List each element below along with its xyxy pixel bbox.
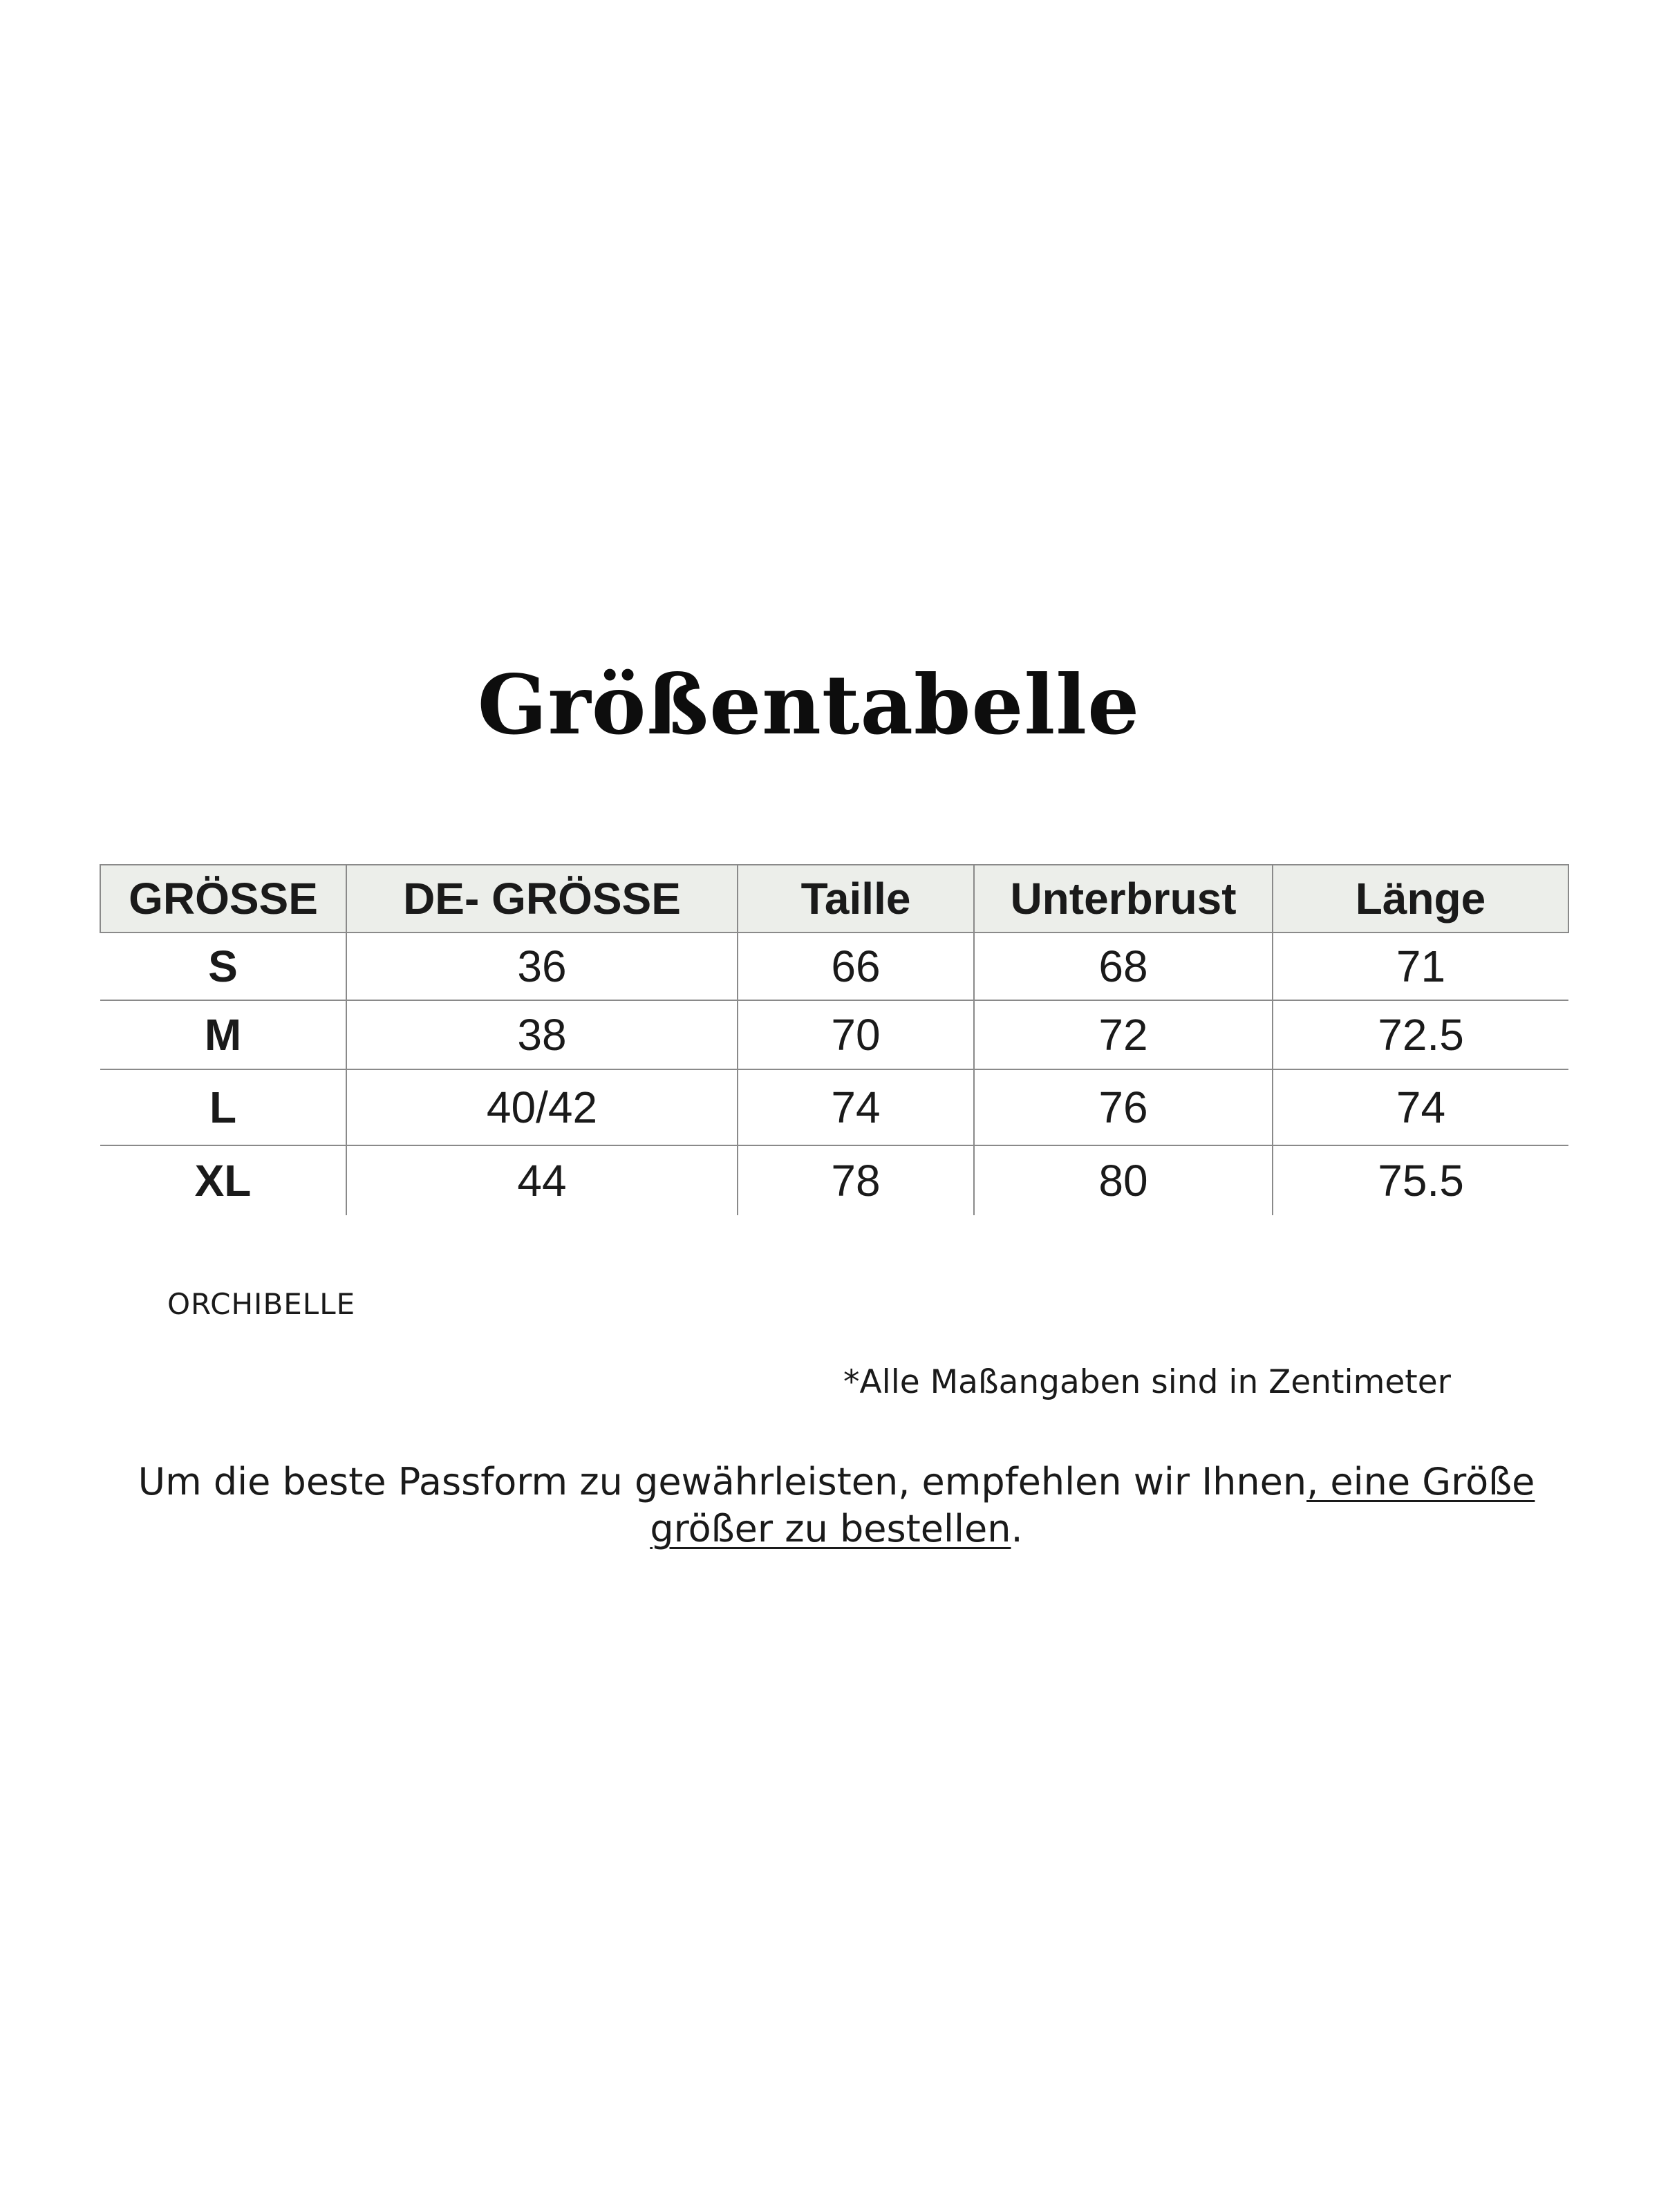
fit-advice-emphasis: , eine Größe größer zu bestellen <box>650 1460 1535 1550</box>
table-row <box>100 1069 1568 1145</box>
cell-taille: 70 <box>738 1000 974 1069</box>
fit-advice-text: Um die beste Passform zu gewährleisten, empfehlen wir Ihnen <box>138 1460 1307 1503</box>
cell-size: L <box>100 1069 346 1145</box>
cell-size: M <box>100 1000 346 1069</box>
cell-de-size: 40/42 <box>346 1069 738 1145</box>
fit-advice-end: . <box>1011 1507 1023 1550</box>
cell-laenge: 75.5 <box>1273 1145 1568 1215</box>
header-de-groesse: DE- GRÖSSE <box>346 865 738 932</box>
cell-taille: 66 <box>738 932 974 1000</box>
table-row <box>100 1145 1568 1215</box>
size-table <box>100 864 1569 1215</box>
cell-unterbrust: 80 <box>974 1145 1273 1215</box>
measurement-footnote: *Alle Maßangaben sind in Zentimeter <box>843 1363 1451 1401</box>
table-row <box>100 932 1568 1000</box>
cell-unterbrust: 72 <box>974 1000 1273 1069</box>
header-groesse: GRÖSSE <box>100 865 346 932</box>
cell-taille: 74 <box>738 1069 974 1145</box>
brand-name: ORCHIBELLE <box>167 1287 356 1321</box>
cell-de-size: 44 <box>346 1145 738 1215</box>
header-taille: Taille <box>738 865 974 932</box>
page-title: Größentabelle <box>477 657 1141 753</box>
cell-taille: 78 <box>738 1145 974 1215</box>
table-header-row <box>100 865 1568 932</box>
cell-de-size: 36 <box>346 932 738 1000</box>
fit-advice <box>111 1459 1562 1553</box>
cell-unterbrust: 76 <box>974 1069 1273 1145</box>
cell-laenge: 74 <box>1273 1069 1568 1145</box>
cell-size: S <box>100 932 346 1000</box>
header-unterbrust: Unterbrust <box>974 865 1273 932</box>
cell-laenge: 71 <box>1273 932 1568 1000</box>
table-row <box>100 1000 1568 1069</box>
cell-laenge: 72.5 <box>1273 1000 1568 1069</box>
cell-unterbrust: 68 <box>974 932 1273 1000</box>
cell-size: XL <box>194 1156 252 1206</box>
cell-de-size: 38 <box>346 1000 738 1069</box>
header-laenge: Länge <box>1273 865 1568 932</box>
